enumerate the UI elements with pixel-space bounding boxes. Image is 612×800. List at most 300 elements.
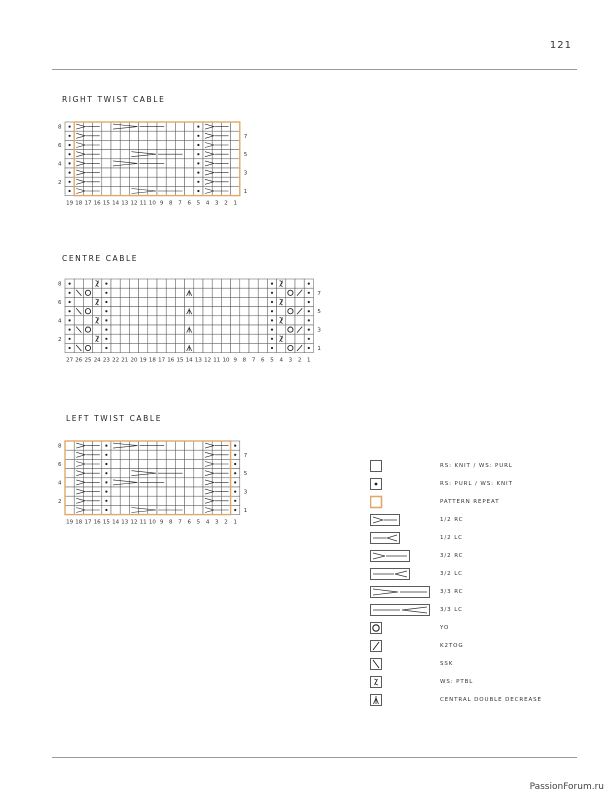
k2tog-icon [370,639,430,653]
left-twist-cable-chart [56,433,266,533]
chart-cell [249,343,258,352]
chart-cell [74,186,83,195]
chart-cell [120,131,129,140]
chart-cell [240,316,249,325]
chart-cell [212,316,221,325]
column-label: 5 [196,200,201,207]
chart-cell [194,478,203,487]
purl-dot [234,491,236,493]
chart-cell [120,177,129,186]
chart-cell [203,334,212,343]
row-label-left: 4 [58,480,62,487]
purl-dot [271,329,273,331]
key-c12lc [370,531,570,547]
chart-cell [74,122,83,131]
column-label: 14 [112,519,120,526]
chart-cell [175,140,184,149]
chart-cell [120,316,129,325]
chart-cell [231,334,240,343]
chart-cell [249,325,258,334]
chart-grid [65,279,313,353]
column-label: 12 [130,519,138,526]
purl-dot [308,329,310,331]
chart-cell [295,297,304,306]
chart-cell [129,140,138,149]
chart-cell [175,325,184,334]
row-label-right: 1 [243,189,248,195]
purl-dot [69,162,71,164]
column-label: 1 [233,519,237,526]
purl-dot [105,454,107,456]
chart-cell [231,307,240,316]
chart-cell [74,150,83,159]
chart-cell [74,279,83,288]
purl-dot [69,135,71,137]
chart-cell [148,307,157,316]
chart-cell [111,159,120,168]
chart-cell [166,297,175,306]
chart-cell [194,334,203,343]
chart-cell [185,168,194,177]
chart-cell [240,288,249,297]
chart-cell [120,140,129,149]
chart-cell [102,159,111,168]
chart-cell [157,316,166,325]
chart-cell [231,325,240,334]
chart-cell [129,496,138,505]
column-label: 3 [215,519,219,526]
chart-cell [74,469,83,478]
chart-cell [120,297,129,306]
page-number: 121 [549,40,572,51]
chart-cell [148,168,157,177]
purl-dot [308,283,310,285]
chart-cell [139,288,148,297]
chart-cell [194,496,203,505]
chart-cell [139,307,148,316]
chart-cell [129,469,138,478]
chart-cell [185,459,194,468]
key-ssk [370,657,570,673]
chart-cell [231,279,240,288]
chart-cell [231,122,240,131]
chart-cell [185,334,194,343]
purl-dot [105,329,107,331]
chart-cell [148,177,157,186]
chart-cell [185,131,194,140]
chart-cell [120,159,129,168]
chart-cell [258,343,267,352]
chart-cell [111,450,120,459]
yarn-over-icon [370,621,430,635]
chart-cell [148,131,157,140]
chart-cell [111,140,120,149]
chart-cell [286,288,295,297]
key-repeat-label: PATTERN REPEAT [440,499,500,505]
chart-cell [203,140,212,149]
purl-dot [308,319,310,321]
chart-cell [185,140,194,149]
chart-cell [203,478,212,487]
row-label-left: 8 [58,443,62,450]
chart-cell [111,279,120,288]
chart-cell [175,441,184,450]
purl-dot [234,454,236,456]
chart-cell [74,459,83,468]
chart-cell [157,140,166,149]
chart-cell [258,334,267,343]
chart-cell [194,441,203,450]
chart-cell [139,131,148,140]
row-label-right: 3 [243,489,248,496]
chart-cell [231,159,240,168]
chart-cell [277,307,286,316]
chart-cell [295,316,304,325]
chart-cell [175,496,184,505]
purl-dot [271,301,273,303]
column-label: 15 [102,200,110,207]
purl-dot [308,301,310,303]
column-label: 15 [176,357,184,364]
purl-dot [69,283,71,285]
chart-cell [93,343,102,352]
chart-cell [102,150,111,159]
chart-cell [65,450,74,459]
chart-cell [111,469,120,478]
chart-cell [286,297,295,306]
chart-cell [129,307,138,316]
chart-cell [157,279,166,288]
chart-cell [139,487,148,496]
column-label: 12 [130,200,138,207]
purl-dot [105,338,107,340]
chart-cell [175,478,184,487]
key-purl [370,477,570,493]
chart-cell [129,297,138,306]
chart-cell [157,343,166,352]
chart-cell [74,478,83,487]
chart-cell [65,441,74,450]
chart-cell [240,307,249,316]
purl-dot [105,283,107,285]
chart-cell [120,505,129,514]
purl-dot [69,347,71,349]
chart-cell [120,343,129,352]
chart-cell [148,459,157,468]
chart-cell [139,279,148,288]
chart-cell [157,496,166,505]
key-c32rc [370,549,570,565]
chart-cell [194,297,203,306]
purl-dot [105,445,107,447]
purl-dot [105,491,107,493]
purl-dot [271,319,273,321]
chart-cell [148,316,157,325]
chart-cell [65,487,74,496]
chart-cell [258,316,267,325]
purl-dot [197,135,199,137]
chart-cell [185,469,194,478]
chart-cell [203,487,212,496]
key-cdd-label: CENTRAL DOUBLE DECREASE [440,697,542,703]
chart-cell [102,186,111,195]
chart-cell [175,279,184,288]
chart-cell [203,122,212,131]
purl-symbol-icon [370,477,430,491]
chart-cell [139,469,148,478]
chart-cell [139,168,148,177]
chart-cell [166,159,175,168]
column-label: 13 [121,519,129,526]
chart-cell [166,140,175,149]
chart-cell [258,297,267,306]
chart-cell [240,343,249,352]
key-c33rc-label: 3/3 RC [440,589,464,595]
chart-cell [194,343,203,352]
chart-cell [120,168,129,177]
chart-cell [175,487,184,496]
chart-cell [129,131,138,140]
row-label-left: 6 [58,143,62,149]
chart-cell [166,307,175,316]
chart-cell [129,343,138,352]
chart-cell [157,450,166,459]
chart-cell [286,334,295,343]
row-label-left: 4 [58,161,62,168]
chart-cell [65,496,74,505]
purl-dot [197,190,199,192]
chart-cell [166,288,175,297]
chart-cell [185,505,194,514]
chart-cell [102,131,111,140]
chart-cell [175,159,184,168]
chart-cell [194,288,203,297]
chart-cell [83,334,92,343]
column-label: 8 [242,357,247,364]
column-label: 11 [139,519,147,526]
key-yo-label: YO [440,625,450,631]
chart-cell [111,186,120,195]
row-label-right: 3 [317,327,321,334]
chart-cell [120,288,129,297]
column-label: 4 [205,519,210,526]
chart-cell [175,450,184,459]
chart-cell [221,279,230,288]
column-label: 7 [178,519,182,526]
chart-cell [74,441,83,450]
chart-cell [203,297,212,306]
column-label: 25 [84,357,92,364]
chart-cell [166,279,175,288]
chart-cell [194,450,203,459]
column-label: 7 [251,357,256,364]
chart-cell [240,325,249,334]
chart-cell [102,177,111,186]
chart-cell [175,177,184,186]
key-c32lc-label: 3/2 LC [440,571,463,577]
column-label: 14 [112,200,120,207]
key-ptbl [370,675,570,691]
chart-cell [221,343,230,352]
chart-cell [111,478,120,487]
column-label: 9 [233,357,237,364]
bottom-rule [52,757,577,758]
chart-cell [102,140,111,149]
chart-cell [111,325,120,334]
chart-cell [194,469,203,478]
purl-dot [105,509,107,511]
chart-cell [166,343,175,352]
chart-cell [258,325,267,334]
purl-dot [308,292,310,294]
key-purl-label: RS: PURL / WS: KNIT [440,481,513,487]
chart-cell [286,316,295,325]
purl-dot [234,481,236,483]
key-ssk-label: SSK [440,661,454,667]
key-knit [370,459,570,475]
chart-cell [74,168,83,177]
chart-cell [221,288,230,297]
row-label-right: 5 [243,152,248,159]
key-c12rc [370,513,570,529]
purl-dot [197,162,199,164]
chart-cell [102,122,111,131]
purl-dot [69,126,71,128]
chart-cell [175,343,184,352]
row-label-left: 2 [58,336,62,343]
column-label: 18 [75,519,83,526]
chart-cell [157,131,166,140]
row-label-right: 5 [243,471,248,478]
chart-cell [203,168,212,177]
chart-cell [111,459,120,468]
chart-cell [212,288,221,297]
chart-cell [148,297,157,306]
row-label-right: 7 [243,452,248,459]
row-label-right: 7 [243,133,248,140]
chart-cell [212,325,221,334]
chart-cell [139,316,148,325]
column-label: 9 [159,519,164,526]
chart-cell [203,496,212,505]
chart-cell [166,316,175,325]
cable-1-2-rc-icon [370,513,430,527]
chart-cell [148,496,157,505]
column-label: 23 [102,357,110,364]
chart-cell [65,459,74,468]
purl-dot [234,472,236,474]
column-label: 17 [84,519,92,526]
chart-title-left-twist: LEFT TWIST CABLE [66,414,163,423]
row-label-left: 6 [58,462,62,468]
chart-cell [166,325,175,334]
right-twist-cable-chart [56,114,266,214]
chart-title-right-twist: RIGHT TWIST CABLE [62,95,166,104]
top-rule [52,69,577,70]
column-label: 2 [297,357,302,364]
chart-cell [74,297,83,306]
purl-dot [271,292,273,294]
chart-cell [74,177,83,186]
purl-dot [105,481,107,483]
chart-cell [277,325,286,334]
chart-cell [203,459,212,468]
chart-cell [83,325,92,334]
chart-cell [212,343,221,352]
chart-cell [120,150,129,159]
column-label: 19 [66,200,74,207]
chart-cell [185,177,194,186]
row-label-right: 1 [317,346,321,352]
key-repeat [370,495,570,511]
column-label: 4 [205,200,210,207]
chart-cell [111,334,120,343]
chart-cell [148,288,157,297]
purl-dot [197,144,199,146]
column-label: 15 [102,519,110,526]
column-label: 20 [130,357,138,364]
purl-dot [234,509,236,511]
key-yo [370,621,570,637]
chart-cell [166,496,175,505]
column-label: 6 [261,357,265,364]
chart-cell [231,316,240,325]
purl-dot [197,181,199,183]
purl-dot [234,500,236,502]
chart-cell [295,279,304,288]
chart-cell [221,297,230,306]
chart-cell [139,186,148,195]
chart-cell [175,168,184,177]
purl-dot [271,283,273,285]
chart-cell [203,316,212,325]
chart-cell [157,297,166,306]
chart-cell [185,441,194,450]
chart-cell [111,441,120,450]
chart-cell [74,450,83,459]
column-label: 5 [196,519,201,526]
chart-cell [74,487,83,496]
purl-dot [105,500,107,502]
purl-dot [105,347,107,349]
chart-cell [166,441,175,450]
column-label: 11 [139,200,147,207]
chart-cell [221,325,230,334]
watermark: PassionForum.ru [529,782,604,792]
column-label: 27 [66,357,74,364]
chart-cell [157,487,166,496]
chart-cell [120,279,129,288]
chart-cell [93,325,102,334]
chart-cell [231,343,240,352]
chart-cell [221,316,230,325]
chart-cell [157,177,166,186]
purl-dot [234,463,236,465]
chart-cell [65,478,74,487]
chart-title-centre: CENTRE CABLE [62,254,139,263]
purl-dot [105,472,107,474]
column-label: 8 [169,519,173,526]
column-label: 18 [148,357,156,364]
chart-cell [185,122,194,131]
chart-grid [65,441,240,515]
chart-cell [249,316,258,325]
ssk-icon [370,657,430,671]
chart-cell [129,505,138,514]
column-label: 10 [148,200,156,207]
chart-cell [83,297,92,306]
purl-dot [69,153,71,155]
